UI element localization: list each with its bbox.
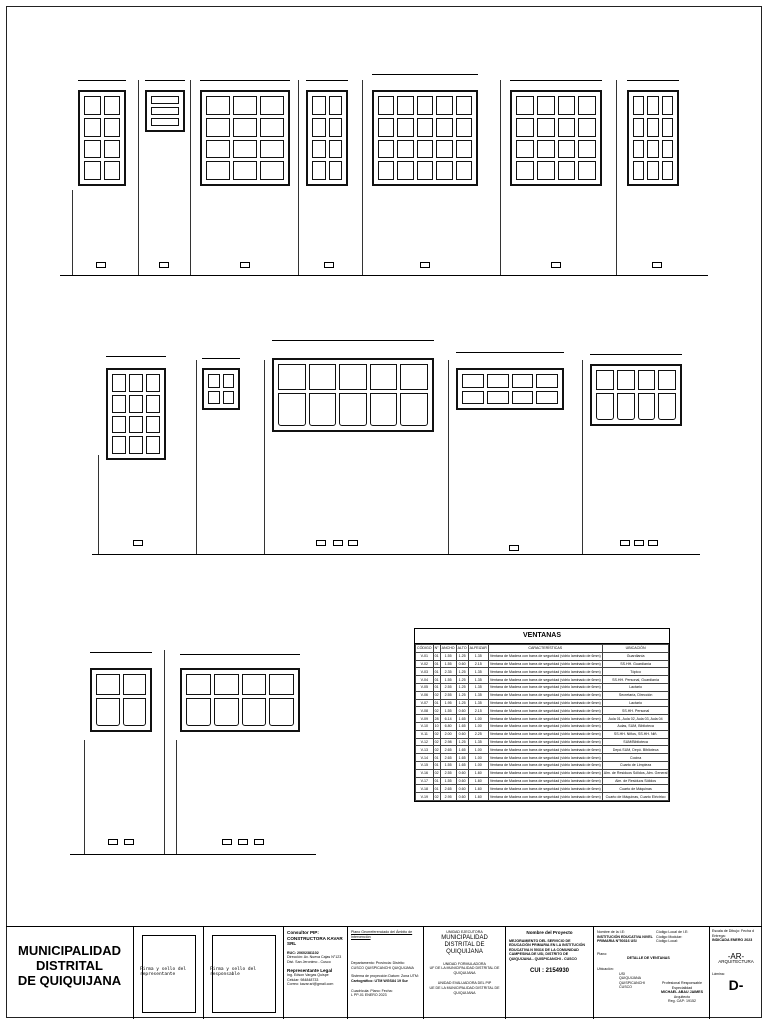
schedule-row [416,761,669,769]
schedule-cell: Ventana de Madera con barra de seguridad (vidrio laminado de 6mm) [489,786,601,791]
schedule-row [416,785,669,793]
schedule-cell: 02 [434,739,439,744]
sheet-info-block [710,927,762,1019]
schedule-cell: 1.55 [440,652,456,660]
schedule-cell: V-07 [416,699,434,707]
georef-block [348,927,424,1019]
schedule-cell: SS.HH. Personal, Guardianía [602,676,669,684]
ie-local-code-label-2: Código Local: [656,939,678,944]
schedule-cell: Ventana de Madera con barra de seguridad (vidrio laminado de 6mm) [489,693,601,698]
uep-text: UE DE LA MUNICIPALIDAD DISTRITAL DE QUIQUIJANA [429,985,500,995]
schedule-cell: Ventana de Madera con barra de seguridad (vidrio laminado de 6mm) [489,716,601,721]
schedule-cell: 1.35 [468,668,488,676]
municipality-logo-block [6,927,134,1019]
muni-line-1: MUNICIPALIDAD [17,943,122,958]
schedule-cell: V-05 [416,683,434,691]
schedule-cell: 0.60 [456,793,468,801]
schedule-cell: 01 [434,685,439,690]
schedule-cell: 1.00 [468,715,488,723]
prov-label: Provincia: [375,961,392,966]
schedule-cell: 1.55 [440,676,456,684]
schedule-cell: 2.95 [440,793,456,801]
schedule-cell: 1.60 [468,785,488,793]
schedule-cell: Cuarto de Limpieza [602,761,669,769]
professional-role: Arquitecto [673,994,691,999]
ie-name-label: Nombre de la I.E: [597,930,625,934]
delivery-label: Fecha d Entrega: [712,929,754,938]
uep-title: UNIDAD EVALUADORA DEL PIP [437,981,492,986]
consultor-label: Consultor PIP: [287,930,319,935]
window-elevation-v04 [306,90,348,186]
schedule-row [416,715,669,723]
schedule-cell: V-14 [416,754,434,762]
schedule-row [416,769,669,777]
project-label: Nombre del Proyecto [526,930,573,935]
schedule-cell: 01 [434,661,439,666]
schedule-cell: 2.25 [468,730,488,738]
schedule-cell: Alm. de Residuos Sólidos, Alm. General [603,771,668,776]
schedule-row [416,777,669,785]
schedule-cell: V-04 [416,676,434,684]
schedule-cell: 2.98 [440,738,456,746]
ie-local-code-label: Código Local de I.E: [656,930,689,934]
schedule-cell: 02 [434,794,439,799]
sheet-value: PP-01 [353,993,364,998]
schedule-cell: 02 [434,747,439,752]
schedule-cell: V-11 [416,730,434,738]
schedule-row [416,730,669,738]
title-block [6,926,762,1019]
schedule-cell: Guardianía [602,652,669,660]
schedule-cell: 01 [434,700,439,705]
schedule-cell: 1.35 [468,699,488,707]
schedule-cell: 2.55 [440,769,456,777]
project-cui: CUI : 2154930 [529,967,570,974]
schedule-cell: 1.60 [468,777,488,785]
schedule-cell: 1.35 [468,652,488,660]
schedule-row [416,652,669,660]
muni-line-2: DISTRITAL [36,958,103,973]
window-elevation-v03 [200,90,290,186]
schedule-row [416,793,669,801]
schedule-cell: Ventana de Madera con barra de seguridad (vidrio laminado de 6mm) [489,669,601,674]
schedule-cell: V-02 [416,660,434,668]
schedule-cell: 2.65 [440,746,456,754]
schedule-cell: 1.25 [456,738,468,746]
schedule-cell: Lactario [602,683,669,691]
schedule-cell: Ventana de Madera con barra de seguridad (vidrio laminado de 6mm) [489,739,601,744]
consultor-address: Dirección: Av. Nueva Cajas N°123 [287,955,342,960]
schedule-cell: Depó.SUM, Depó. Biblioteca [602,746,669,754]
consultor-name: CONSTRUCTORA KAVAR SRL [287,935,343,947]
schedule-cell: 02 [434,732,439,737]
schedule-cell: 1.60 [468,793,488,801]
schedule-row [416,707,669,715]
schedule-cell: Cocina [602,754,669,762]
plan-title: DETALLE DE VENTANAS [627,956,670,961]
schedule-cell: Ventana de Madera con barra de seguridad (vidrio laminado de 6mm) [489,778,601,783]
window-elevation-v02 [145,90,185,132]
schedule-header-cell: N° [434,646,439,651]
dist-label: Distrito: [392,961,405,966]
schedule-row [416,754,669,762]
professional-cap: Reg. CAP: 19152 [668,999,696,1004]
schedule-cell: Aulas, SUM, Biblioteca [602,722,669,730]
schedule-cell: 0.60 [456,769,468,777]
schedule-cell: 2.65 [440,785,456,793]
schedule-cell: Secretaría, Dirección [602,691,669,699]
schedule-cell: 1.95 [440,699,456,707]
dist-value: QUIQUIJANA [391,965,414,970]
schedule-cell: 02 [434,693,439,698]
window-schedule [414,628,670,802]
schedule-cell: Ventana de Madera con barra de seguridad (vidrio laminado de 6mm) [489,763,601,768]
scale-value: INDICADA [712,938,730,943]
schedule-cell: 1.25 [456,652,468,660]
ie-block [594,927,710,1019]
window-elevation-v10 [272,358,434,432]
schedule-cell: 02 [434,708,439,713]
schedule-cell: 1.25 [456,668,468,676]
schedule-row [416,722,669,730]
rep-email: Correo: kavar.srl@gmail.com [287,982,334,987]
province-value: QUISPICANCHI [619,980,645,985]
schedule-cell: 0.60 [456,707,468,715]
schedule-header-cell: ALTO [457,646,467,651]
schedule-cell: Ventana de Madera con barra de seguridad (vidrio laminado de 6mm) [489,794,601,799]
schedule-cell: 2.00 [440,730,456,738]
stamp-2-text: Firma y sello del responsable [210,967,257,977]
schedule-cell: V-19 [416,793,434,801]
schedule-cell: 1.25 [456,683,468,691]
schedule-cell: 2.15 [468,660,488,668]
schedule-cell: 1.35 [468,683,488,691]
schedule-cell: Tópico [602,668,669,676]
schedule-cell: 2.15 [468,707,488,715]
schedule-cell: Cuarto de Máquinas, Cuarto Eléctrico [602,793,669,801]
schedule-cell: 2.55 [440,691,456,699]
ue-muni-1: MUNICIPALIDAD [441,934,488,941]
sheet-label: Plano: [370,988,381,993]
schedule-cell: 02 [434,771,439,776]
schedule-cell: SS.HH. Niños, SS.HH. Niñ. [602,730,669,738]
schedule-cell: 0.60 [456,730,468,738]
rep-name: Ing. Edson Vargas Quispe [287,973,329,978]
stamp-1-text: Firma y sello del representante [140,967,187,977]
rep-label: Representante Legal [287,967,333,973]
schedule-row [416,691,669,699]
ue-muni-2: DISTRITAL DE QUIQUIJANA [444,941,485,955]
window-elevation-v12 [590,364,682,426]
elevations-row-2 [0,290,768,570]
schedule-cell: 1.00 [468,754,488,762]
rep-phone: Celular: 984848733 [287,977,319,982]
uf-text: UF DE LA MUNICIPALIDAD DISTRITAL DE QUIQUIJANA [429,966,500,975]
schedule-row [416,683,669,691]
schedule-cell: Cuarto de Máquinas [602,785,669,793]
window-elevation-v05 [372,90,478,186]
schedule-cell: 6.80 [440,722,456,730]
schedule-cell: V-06 [416,691,434,699]
schedule-cell: 1.35 [468,676,488,684]
window-elevation-v11 [456,368,564,410]
schedule-cell: 6.14 [440,715,456,723]
stamp-box-1 [134,927,204,1019]
schedule-cell: 0.60 [456,660,468,668]
uf-title: UNIDAD FORMULADORA [443,961,486,966]
specialty-name: ARQUITECTURA [718,958,754,964]
district-value: QUIQUIJANA [619,976,641,981]
professional-name: MICHAEL ABAU JAIMES [661,990,703,995]
schedule-cell: 1.65 [456,722,468,730]
schedule-cell: Aula 01, Aula 02, Aula 03, Aula 04 [602,715,669,723]
ue-title: UNIDAD EJECUTORA [446,930,483,934]
schedule-cell: Ventana de Madera con barra de seguridad (vidrio laminado de 6mm) [489,661,601,666]
schedule-cell: V-10 [416,722,434,730]
schedule-cell: V-15 [416,761,434,769]
schedule-cell: V-13 [416,746,434,754]
schedule-cell: Ventana de Madera con barra de seguridad (vidrio laminado de 6mm) [489,654,601,659]
schedule-row [416,668,669,676]
schedule-row [416,738,669,746]
ie-name: INSTITUCIÓN EDUCATIVA NIVEL PRIMARIA N°50316 USI [597,934,653,944]
sheet-number: D- [728,976,744,993]
schedule-title: VENTANAS [415,629,669,644]
schedule-cell: 0.60 [456,785,468,793]
consultor-ruc: RUC: 20602381102 [287,950,319,955]
georef-title: Plano Georreferenciado del Ámbito de Intervención [351,930,413,939]
schedule-cell: V-08 [416,707,434,715]
schedule-cell: V-01 [416,652,434,660]
grid-value: L [351,993,353,998]
schedule-cell: Lactario [602,699,669,707]
schedule-cell: 1.65 [456,754,468,762]
schedule-cell: 1.25 [456,676,468,684]
schedule-cell: 01 [434,654,439,659]
schedule-cell: Ventana de Madera con barra de seguridad (vidrio laminado de 6mm) [489,732,601,737]
schedule-cell: 1.55 [440,707,456,715]
schedule-cell: Ventana de Madera con barra de seguridad (vidrio laminado de 6mm) [489,747,601,752]
specialty-code: -AR- [727,951,745,961]
schedule-cell: 1.00 [468,761,488,769]
schedule-header-cell: ANCHO [441,646,455,651]
system-value: Cartográfico: UTM [351,978,383,983]
schedule-cell: 01 [434,763,439,768]
schedule-cell: 1.65 [456,746,468,754]
region-value: CUSCO [619,985,632,990]
schedule-cell: V-16 [416,769,434,777]
datum-value: WGS84 [383,978,396,983]
schedule-cell: 01 [434,778,439,783]
schedule-header-cell: CARACTERÍSTICAS [488,645,602,653]
window-elevation-v14 [180,668,300,732]
consultor-district: Dist. San Jeronimo - Cusco [287,959,331,964]
schedule-cell: Ventana de Madera con barra de seguridad (vidrio laminado de 6mm) [489,700,601,705]
locality-value: USI [619,971,625,976]
consultor-block [284,927,348,1019]
schedule-header-cell: UBICACIÓN [602,645,669,653]
schedule-cell: V-03 [416,668,434,676]
schedule-row [416,699,669,707]
date-value: ENERO 2023 [364,993,387,998]
delivery-value: ENERO 2023 [730,938,753,943]
schedule-cell: 1.60 [468,769,488,777]
schedule-cell: 1.65 [456,715,468,723]
schedule-cell: 10 [434,724,439,729]
schedule-row [416,746,669,754]
schedule-cell: 1.55 [440,660,456,668]
schedule-cell: Ventana de Madera con barra de seguridad (vidrio laminado de 6mm) [489,685,601,690]
schedule-cell: 0.60 [456,777,468,785]
elevations-row-3 [0,630,410,860]
muni-line-3: DE QUIQUIJANA [17,973,122,988]
schedule-cell: 01 [434,669,439,674]
plan-title-label: Plano: [597,951,608,956]
schedule-cell: SS.HH. Personal [602,707,669,715]
ie-modular-code-label: Código Modular: [656,934,683,939]
window-elevation-v07 [627,90,679,186]
window-elevation-v09 [202,368,240,410]
schedule-header-cell: ALFEIZAR [469,646,487,651]
zone-value: 19 Sur [396,978,408,983]
schedule-cell: Ventana de Madera con barra de seguridad (vidrio laminado de 6mm) [489,724,601,729]
window-elevation-v01 [78,90,126,186]
schedule-cell: 01 [434,677,439,682]
schedule-cell: 1.65 [456,761,468,769]
schedule-cell: 1.00 [468,746,488,754]
schedule-cell: 1.00 [468,722,488,730]
window-elevation-v08 [106,368,166,460]
scale-label: Escala de Dibujo: [712,929,740,933]
schedule-cell: Alm. de Residuos Sólidos [602,777,669,785]
system-label: Sistema de proyección [351,974,388,979]
window-elevation-v13 [90,668,152,732]
schedule-cell: 1.25 [456,699,468,707]
prov-value: QUISPICANCHI [364,965,391,970]
date-label: Fecha: [381,988,393,993]
schedule-cell: V-18 [416,785,434,793]
schedule-cell: Ventana de Madera con barra de seguridad (vidrio laminado de 6mm) [489,771,601,776]
stamp-box-2 [204,927,284,1019]
datum-label: Datum: [388,974,400,979]
executing-unit-block [424,927,506,1019]
schedule-cell: V-12 [416,738,434,746]
schedule-row [416,676,669,684]
schedule-cell: 01 [434,755,439,760]
grid-label: Cuadrícula: [351,988,370,993]
schedule-cell: Ventana de Madera con barra de seguridad (vidrio laminado de 6mm) [489,677,601,682]
schedule-cell: V-09 [416,715,434,723]
schedule-cell: Ventana de Madera con barra de seguridad (vidrio laminado de 6mm) [489,755,601,760]
schedule-cell: 2.35 [440,668,456,676]
window-elevation-v06 [510,90,602,186]
dept-value: CUSCO [351,965,364,970]
schedule-row [416,660,669,668]
schedule-cell: 1.25 [456,691,468,699]
schedule-cell: 1.35 [468,738,488,746]
schedule-cell: 1.55 [440,777,456,785]
schedule-cell: SS.HH. Guardianía [602,660,669,668]
schedule-cell: 2.65 [440,754,456,762]
schedule-cell: 28 [434,716,439,721]
schedule-cell: SUM/Biblioteca [602,738,669,746]
elevations-row-1 [0,0,768,290]
schedule-cell: V-17 [416,777,434,785]
schedule-table [415,644,669,801]
schedule-cell: 2.55 [440,683,456,691]
schedule-cell: 1.55 [440,761,456,769]
project-name: MEJORAMIENTO DEL SERVICIO DE EDUCACIÓN PRIMARIA EN LA INSTITUCIÓN EDUCATIVA N 50316 DE LA COMUNIDAD CAMPESINA DE USI, DISTRITO DE QUIQUIJANA - QUISPICANCHI - CUSCO [509,938,585,961]
schedule-cell: 1.35 [468,691,488,699]
sheet-number-label: Lámina: [712,972,725,977]
schedule-cell: 01 [434,786,439,791]
zone-label: Zona UTM: [400,974,419,979]
schedule-header-cell: CÓDIGO [417,646,432,651]
schedule-cell: Ventana de Madera con barra de seguridad (vidrio laminado de 6mm) [489,708,601,713]
location-label: Ubicación: [597,966,614,971]
project-block [506,927,594,1019]
dept-label: Departamento: [351,961,375,966]
professional-label: Profesional Responsable Especialidad [662,981,702,990]
